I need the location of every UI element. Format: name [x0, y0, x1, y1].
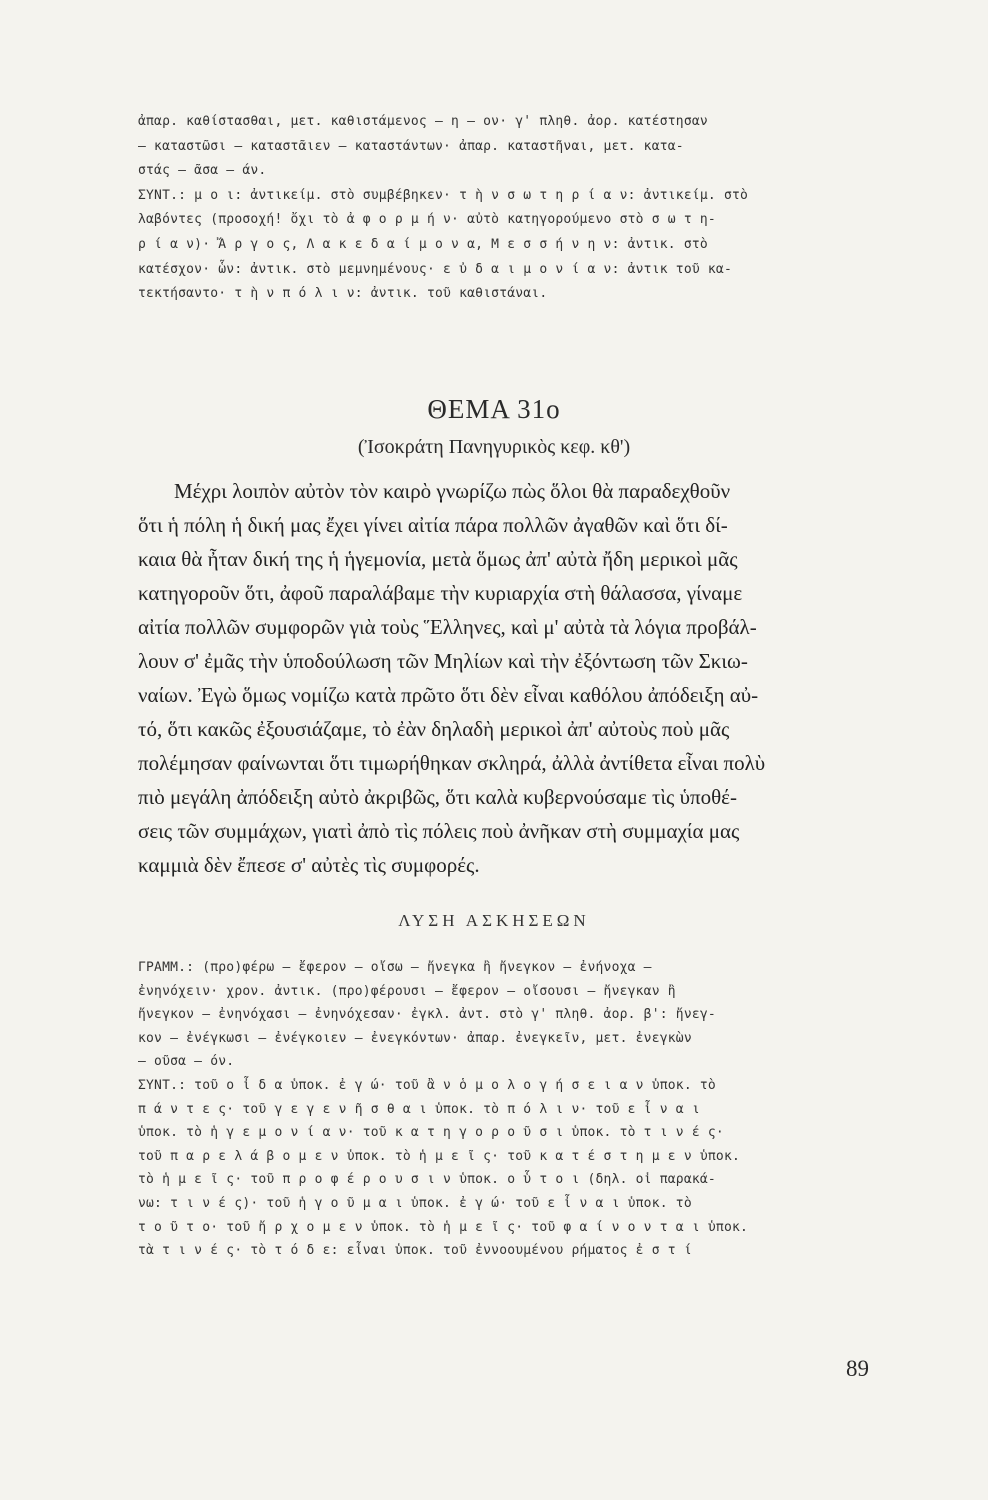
- passage-line: τό, ὅτι κακῶς ἐξουσιάζαμε, τὸ ἐὰν δηλαδὴ μερικοὶ ἀπ' αὐτοὺς ποὺ μᾶς: [138, 717, 730, 741]
- solution-line: κον — ἐνέγκωσι — ἐνέγκοιεν — ἐνεγκόντων· ἀπαρ. ἐνεγκεῖν, μετ. ἐνεγκὼν: [138, 1030, 692, 1046]
- note-line: στάς — ᾶσα — άν.: [138, 163, 267, 179]
- solution-line: ἐνηνόχειν· χρον. ἀντικ. (προ)φέρουσι — ἔφερον — οἴσουσι — ἤνεγκαν ἢ: [138, 983, 676, 999]
- translation-passage: [138, 474, 890, 882]
- solution-line: τὸ ἡ μ ε ῖ ς· τοῦ π ρ ο φ έ ρ ο υ σ ι ν ὑποκ. ο ὗ τ ο ι (δηλ. οἱ παρακά-: [138, 1172, 716, 1188]
- passage-line: πιὸ μεγάλη ἀπόδειξη αὐτὸ ἀκριβῶς, ὅτι καλὰ κυβερνούσαμε τὶς ὑποθέ-: [138, 785, 737, 809]
- passage-line: αἰτία πολλῶν συμφορῶν γιὰ τοὺς Ἕλληνες, καὶ μ' αὐτὰ τὰ λόγια προβάλ-: [138, 615, 757, 639]
- page-number: 89: [846, 1356, 869, 1381]
- passage-line: ὅτι ἡ πόλη ἡ δική μας ἔχει γίνει αἰτία πάρα πολλῶν ἀγαθῶν καὶ ὅτι δί-: [138, 513, 728, 537]
- solution-line: ὑποκ. τὸ ἡ γ ε μ ο ν ί α ν· τοῦ κ α τ η γ ο ρ ο ῦ σ ι ὑποκ. τὸ τ ι ν έ ς·: [138, 1125, 724, 1141]
- passage-line: κατηγοροῦν ὅτι, ἀφοῦ παραλάβαμε τὴν κυριαρχία στὴ θάλασσα, γίναμε: [138, 581, 743, 605]
- passage-line: πολέμησαν φαίνωνται ὅτι τιμωρήθηκαν σκληρά, ἀλλὰ ἀντίθετα εἶναι πολὺ: [138, 751, 766, 775]
- solution-line: τὰ τ ι ν έ ς· τὸ τ ό δ ε: εἶναι ὑποκ. τοῦ ἐννοουμένου ρήματος ἐ σ τ ί: [138, 1243, 692, 1259]
- grammar-notes-top: [138, 110, 890, 307]
- note-line: λαβόντες (προσοχή! ὄχι τὸ ἀ φ ο ρ μ ή ν· αὐτὸ κατηγορούμενο στὸ σ ω τ η-: [138, 212, 716, 228]
- note-line: ΣΥΝΤ.: μ ο ι: ἀντικείμ. στὸ συμβέβηκεν· τ ὴ ν σ ω τ η ρ ί α ν: ἀντικείμ. στὸ: [138, 187, 749, 203]
- solution-line: ΣΥΝΤ.: τοῦ ο ἶ δ α ὑποκ. ἐ γ ώ· τοῦ ἂ ν ὁ μ ο λ ο γ ή σ ε ι α ν ὑποκ. τὸ: [138, 1077, 716, 1093]
- solution-line: π ά ν τ ε ς· τοῦ γ ε γ ε ν ῆ σ θ α ι ὑποκ. τὸ π ό λ ι ν· τοῦ ε ἶ ν α ι: [138, 1101, 700, 1117]
- note-line: ἀπαρ. καθίστασθαι, μετ. καθιστάμενος — η — ον· γ' πληθ. ἀορ. κατέστησαν: [138, 114, 708, 129]
- section-title: ΛΥΣΗ ΑΣΚΗΣΕΩΝ: [398, 911, 590, 930]
- solution-line: ἤνεγκον — ἐνηνόχασι — ἐνηνόχεσαν· ἐγκλ. ἀντ. στὸ γ' πληθ. ἀορ. β': ἤνεγ-: [138, 1007, 716, 1023]
- solution-line: τ ο ῦ τ ο· τοῦ ἤ ρ χ ο μ ε ν ὑποκ. τὸ ἡ μ ε ῖ ς· τοῦ φ α ί ν ο ν τ α ι ὑποκ.: [138, 1219, 749, 1235]
- passage-line: καια θὰ ἦταν δική της ἡ ἡγεμονία, μετὰ ὅμως ἀπ' αὐτὰ ἤδη μερικοὶ μᾶς: [138, 547, 738, 571]
- passage-line: λουν σ' ἐμᾶς τὴν ὑποδούλωση τῶν Μηλίων καὶ τὴν ἐξόντωση τῶν Σκιω-: [138, 649, 748, 673]
- theme-subtitle: (Ἰσοκράτη Πανηγυρικὸς κεφ. κθ'): [357, 436, 631, 458]
- note-line: κατέσχον· ὧν: ἀντικ. στὸ μεμνημένους· ε ὐ δ α ι μ ο ν ί α ν: ἀντικ τοῦ κα-: [138, 261, 732, 277]
- solution-line: τοῦ π α ρ ε λ ά β ο μ ε ν ὑποκ. τὸ ἡ μ ε ῖ ς· τοῦ κ α τ έ σ τ η μ ε ν ὑποκ.: [138, 1148, 740, 1164]
- passage-line: ναίων. Ἐγὼ ὅμως νομίζω κατὰ πρῶτο ὅτι δὲν εἶναι καθόλου ἀπόδειξη αὐ-: [138, 683, 759, 707]
- passage-line: καμμιὰ δὲν ἔπεσε σ' αὐτὲς τὶς συμφορές.: [138, 853, 480, 877]
- passage-line: Μέχρι λοιπὸν αὐτὸν τὸν καιρὸ γνωρίζω πὼς ὅλοι θὰ παραδεχθοῦν: [174, 479, 731, 503]
- solution-line: ΓΡΑΜΜ.: (προ)φέρω — ἔφερον — οἴσω — ἤνεγκα ἢ ἤνεγκον — ἐνήνοχα —: [138, 960, 652, 975]
- solution-line: — οῦσα — όν.: [138, 1054, 235, 1070]
- passage-line: σεις τῶν συμμάχων, γιατὶ ἀπὸ τὶς πόλεις ποὺ ἀνῆκαν στὴ συμμαχία μας: [138, 819, 740, 843]
- solution-line: νω: τ ι ν έ ς)· τοῦ ἡ γ ο ῦ μ α ι ὑποκ. ἐ γ ώ· τοῦ ε ἶ ν α ι ὑποκ. τὸ: [138, 1195, 692, 1211]
- theme-title: ΘΕΜΑ 31ο: [427, 394, 561, 424]
- note-line: τεκτήσαντο· τ ὴ ν π ό λ ι ν: ἀντικ. τοῦ καθιστάναι.: [138, 286, 548, 302]
- exercise-solutions: [138, 956, 890, 1263]
- note-line: — καταστῶσι — καταστᾶιεν — καταστάντων· ἀπαρ. καταστῆναι, μετ. κατα-: [138, 138, 684, 154]
- note-line: ρ ί α ν)· Ἄ ρ γ ο ς, Λ α κ ε δ α ί μ ο ν α, Μ ε σ σ ή ν η ν: ἀντικ. στὸ: [138, 236, 708, 252]
